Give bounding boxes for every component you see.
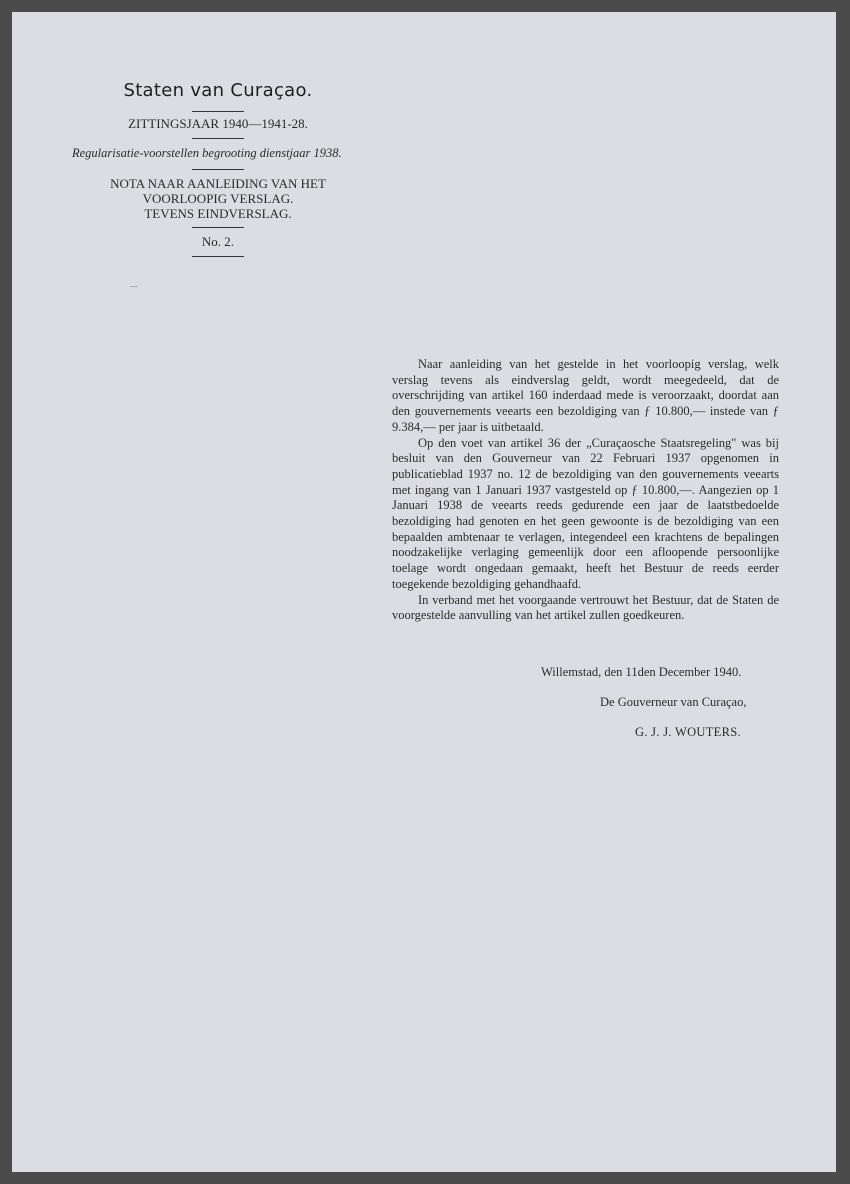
divider — [192, 227, 244, 228]
signatory-name: G. J. J. WOUTERS. — [635, 725, 741, 739]
body-text — [392, 357, 779, 624]
session-year: ZITTINGSJAAR 1940—1941-28. — [128, 116, 308, 131]
divider — [192, 138, 244, 139]
subject-line: Regularisatie-voorstellen begrooting dienstjaar 1938. — [72, 146, 342, 160]
body-paragraph: In verband met het voorgaande vertrouwt het Bestuur, dat de Staten de voorgestelde aanvulling van het artikel zullen goedkeuren. — [392, 592, 779, 623]
document-page — [12, 12, 836, 1172]
place-date: Willemstad, den 11den December 1940. — [541, 665, 742, 679]
nota-line: VOORLOOPIG VERSLAG. — [142, 191, 294, 206]
nota-line: TEVENS EINDVERSLAG. — [144, 206, 292, 221]
divider — [192, 111, 244, 112]
body-paragraph: Naar aanleiding van het gestelde in het voorloopig verslag, welk verslag tevens als eindverslag geldt, wordt meegedeeld, dat de overschrijding van artikel 160 inderdaad mede is veroorzaakt, doordat aan den gouvernements veearts een bezoldiging van ƒ 10.800,— instede van ƒ 9.384,— per jaar is uitbetaald. — [392, 357, 779, 434]
divider — [192, 169, 244, 170]
document-title: Staten van Curaçao. — [123, 80, 313, 101]
nota-title — [70, 176, 366, 221]
nota-line: NOTA NAAR AANLEIDING VAN HET — [110, 176, 326, 191]
document-number: No. 2. — [201, 234, 235, 249]
margin-mark — [130, 286, 138, 287]
document-header — [70, 80, 366, 257]
divider — [192, 256, 244, 257]
signatory-role: De Gouverneur van Curaçao, — [600, 695, 747, 709]
body-paragraph: Op den voet van artikel 36 der „Curaçaosche Staatsregeling" was bij besluit van den Gouverneur van 22 Februari 1937 opgenomen in publicatieblad 1937 no. 12 de bezoldiging van den gouvernements veearts met ingang van 1 Januari 1937 vastgesteld op ƒ 10.800,—. Aangezien op 1 Januari 1938 de veearts reeds gedurende een jaar de laatstbedoelde bezoldiging had genoten en het geen gewoonte is de bezoldiging van een bepaalden ambtenaar te verlagen, integendeel een krachtens de bepalingen noodzakelijke verlaging gemeenlijk door een afloopende persoonlijke toelage wordt ongedaan gemaakt, heeft het Bestuur de reeds eerder toegekende bezoldiging gehandhaafd. — [392, 435, 779, 591]
